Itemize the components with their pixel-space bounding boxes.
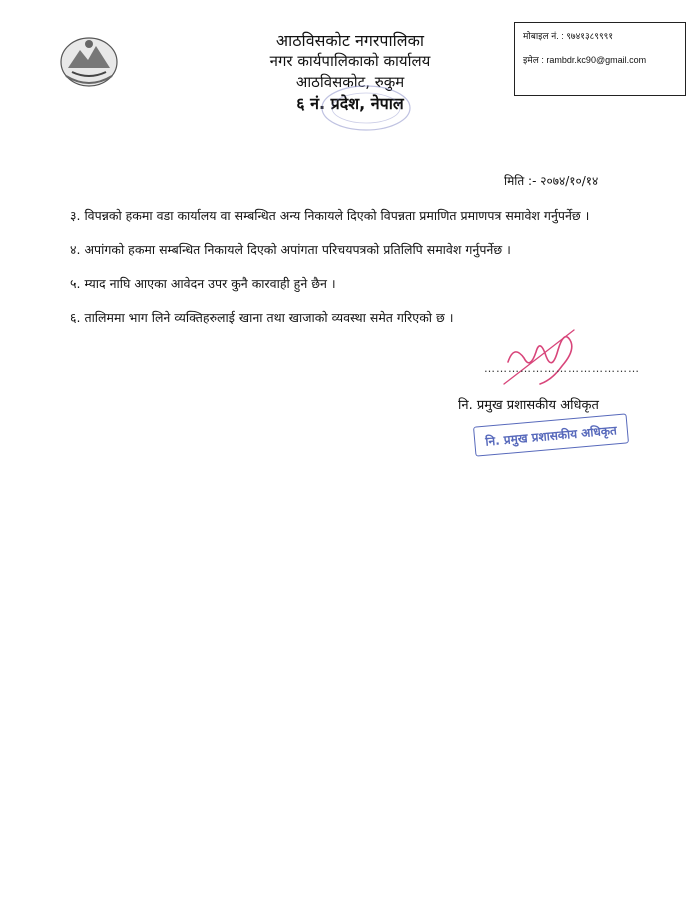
letter-date	[504, 172, 598, 189]
office-location: आठविसकोट, रुकुम	[295, 73, 405, 91]
government-emblem-logo	[58, 32, 120, 88]
contact-box	[514, 22, 686, 96]
paragraph-3: ३. विपन्नको हकमा वडा कार्यालय वा सम्बन्धित अन्य निकायले दिएको विपन्नता प्रमाणित प्रमाणपत्र समावेश गर्नुपर्नेछ ।	[70, 208, 590, 223]
email-value: rambdr.kc90@gmail.com	[546, 55, 647, 65]
paragraph-4: ४. अपांगको हकमा सम्बन्धित निकायले दिएको अपांगता परिचयपत्रको प्रतिलिपि समावेश गर्नुपर्नेछ ।	[70, 242, 511, 257]
signatory-title: नि. प्रमुख प्रशासकीय अधिकृत	[458, 398, 599, 413]
paragraph-6: ६. तालिममा भाग लिने व्यक्तिहरुलाई खाना तथा खाजाको व्यवस्था समेत गरिएको छ ।	[70, 310, 454, 325]
office-name: नगर कार्यपालिकाको कार्यालय	[269, 52, 431, 70]
mobile-value: ९७४१३८९९९१	[566, 31, 614, 41]
municipality-name: आठविसकोट नगरपालिका	[275, 31, 425, 50]
date-value: २०७४/१०/१४	[540, 174, 599, 188]
email-label: इमेल :	[523, 55, 544, 65]
designation-stamp: नि. प्रमुख प्रशासकीय अधिकृत	[473, 413, 629, 456]
letter-body	[70, 205, 630, 341]
mobile-row	[523, 29, 677, 43]
letterhead	[250, 30, 450, 114]
email-row	[523, 53, 677, 67]
mobile-label: मोबाइल नं. :	[523, 31, 564, 41]
date-label: मिति :-	[504, 174, 537, 188]
paragraph-5: ५. म्याद नाघि आएका आवेदन उपर कुनै कारवाही हुने छैन ।	[70, 276, 336, 291]
handwritten-signature	[500, 322, 582, 394]
province-line: ६ नं. प्रदेश, नेपाल	[296, 94, 404, 113]
signature-line: …………………………………	[484, 362, 640, 375]
